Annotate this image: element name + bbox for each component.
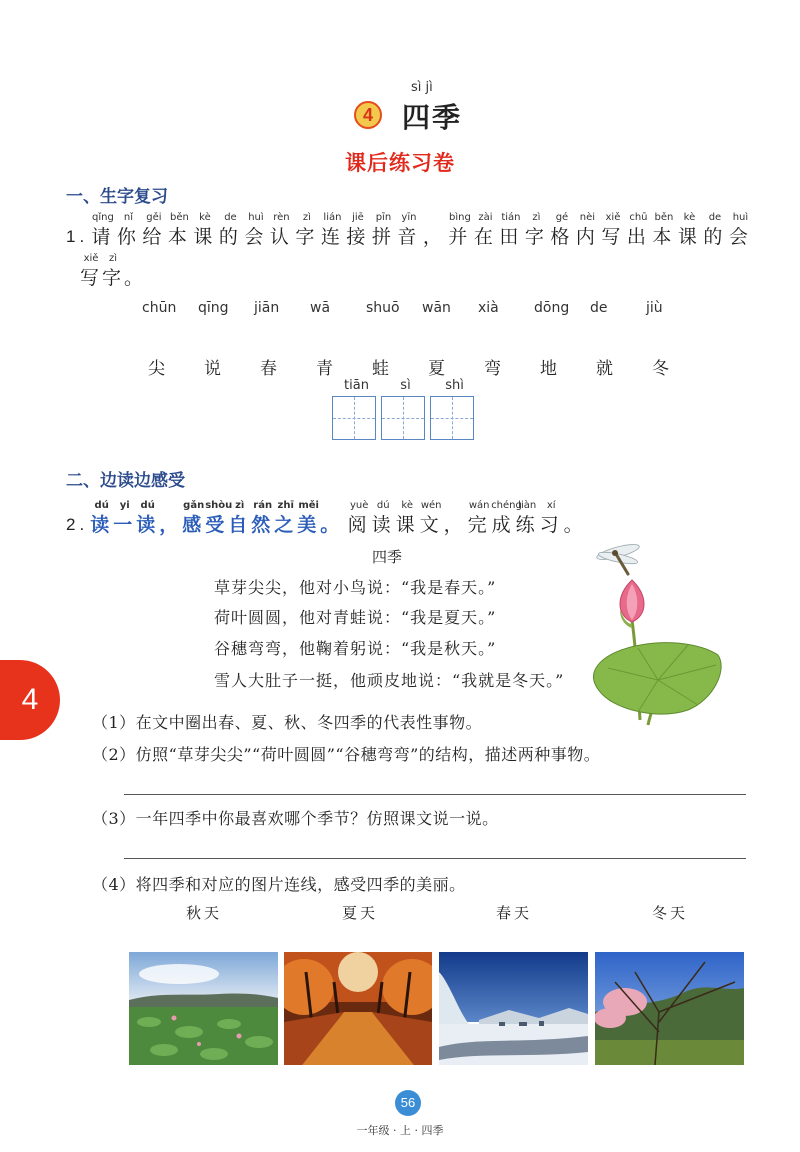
character-options — [142, 354, 702, 379]
season-label-spring: 春天 — [496, 904, 533, 922]
ruby-character — [251, 500, 274, 536]
ruby-character — [419, 500, 443, 536]
ruby-character — [345, 212, 371, 248]
ruby-character — [141, 212, 167, 248]
ruby-character — [600, 212, 626, 248]
pinyin-annotation: jiē — [352, 212, 364, 223]
pinyin-annotation: liàn — [518, 500, 537, 511]
ruby-character — [395, 500, 419, 536]
ruby-character — [443, 500, 467, 536]
ruby-character — [297, 500, 320, 536]
pinyin-annotation: nèi — [579, 212, 596, 223]
character: 接 — [346, 226, 370, 248]
character: 感 — [182, 514, 206, 536]
chapter-side-tab: 4 — [0, 660, 60, 740]
pinyin-annotation: yīn — [401, 212, 417, 223]
writing-grid-row — [332, 378, 479, 440]
pinyin-annotation: pīn — [375, 212, 392, 223]
character: 一 — [113, 514, 137, 536]
ruby-character — [728, 212, 754, 248]
character: 音 — [397, 226, 421, 248]
grid-pinyin: sì — [400, 378, 411, 393]
ruby-character — [396, 212, 422, 248]
season-label-autumn: 秋天 — [186, 904, 223, 922]
ruby-character — [269, 212, 295, 248]
character: 成 — [491, 514, 515, 536]
ruby-character — [473, 212, 499, 248]
ruby-character — [702, 212, 728, 248]
character: 连 — [320, 226, 344, 248]
question-2-instruction-blue — [90, 500, 343, 536]
pinyin-annotation: rán — [253, 500, 273, 511]
pinyin-option[interactable]: chūn — [142, 300, 177, 316]
pinyin-annotation: tián — [501, 212, 521, 223]
ruby-character — [549, 212, 575, 248]
character-option[interactable]: 弯 — [484, 359, 501, 379]
character: 会 — [244, 226, 268, 248]
question-1-line-2 — [80, 253, 146, 289]
character: 写 — [80, 267, 104, 289]
ruby-character — [539, 500, 563, 536]
pinyin-annotation: bìng — [449, 212, 471, 223]
pinyin-annotation: huì — [732, 212, 749, 223]
ruby-character — [243, 212, 269, 248]
character: 本 — [167, 226, 191, 248]
character: ， — [422, 226, 446, 248]
character: 文 — [419, 514, 443, 536]
poem-line: 荷叶圆圆，他对青蛙说：“我是夏天。” — [214, 608, 497, 627]
character: 田 — [499, 226, 523, 248]
ruby-character — [422, 212, 448, 248]
character-option[interactable]: 青 — [316, 359, 333, 379]
question-2 — [66, 500, 587, 536]
lotus-flower-icon — [620, 580, 644, 628]
pinyin-option[interactable]: shuō — [366, 300, 400, 316]
lesson-number-badge: 4 — [354, 101, 382, 129]
pinyin-annotation: kè — [199, 212, 211, 223]
character: 拼 — [371, 226, 395, 248]
pinyin-annotation: yuè — [349, 500, 369, 511]
character: 并 — [448, 226, 472, 248]
character: 完 — [467, 514, 491, 536]
ruby-character — [80, 253, 102, 289]
pinyin-annotation: měi — [298, 500, 319, 511]
pinyin-annotation: dú — [140, 500, 155, 511]
ruby-character — [651, 212, 677, 248]
page-number: 56 — [395, 1090, 421, 1116]
pinyin-annotation: yi — [119, 500, 130, 511]
section-2-heading: 二、边读边感受 — [66, 471, 185, 490]
character: 然 — [251, 514, 275, 536]
character: 课 — [395, 514, 419, 536]
lesson-title: 四季 — [402, 101, 463, 134]
ruby-character — [491, 500, 522, 536]
pinyin-annotation: wén — [420, 500, 442, 511]
character: 。 — [320, 514, 344, 536]
ruby-character — [515, 500, 539, 536]
pinyin-annotation: wán — [468, 500, 490, 511]
character: 美 — [297, 514, 321, 536]
ruby-character — [102, 253, 124, 289]
pinyin-annotation: rèn — [273, 212, 290, 223]
pinyin-annotation: zì — [235, 500, 245, 511]
ruby-character — [113, 500, 136, 536]
character: 之 — [274, 514, 298, 536]
pinyin-annotation: shòu — [205, 500, 233, 511]
pinyin-annotation: xí — [546, 500, 556, 511]
character: 字 — [295, 226, 319, 248]
pinyin-option[interactable]: wān — [422, 300, 451, 316]
ruby-character — [90, 500, 113, 536]
pinyin-annotation — [320, 500, 343, 514]
pinyin-annotation — [422, 212, 448, 226]
character: ， — [443, 514, 467, 536]
ruby-character — [447, 212, 473, 248]
character: 格 — [550, 226, 574, 248]
page-subtitle: 课后练习卷 — [345, 150, 455, 175]
character: 阅 — [347, 514, 371, 536]
ruby-character — [167, 212, 193, 248]
pinyin-option[interactable]: dōng — [534, 300, 570, 316]
pinyin-annotation: chéng — [491, 500, 522, 511]
pinyin-annotation: de — [224, 212, 237, 223]
character-option[interactable]: 春 — [260, 359, 277, 379]
ruby-character — [218, 212, 244, 248]
character: 写 — [601, 226, 625, 248]
ruby-character — [371, 212, 397, 248]
character: 认 — [269, 226, 293, 248]
character-option[interactable]: 就 — [596, 359, 613, 379]
pinyin-annotation: gěi — [146, 212, 162, 223]
character: 的 — [703, 226, 727, 248]
season-label-winter: 冬天 — [652, 904, 689, 922]
pinyin-option[interactable]: jiān — [254, 300, 280, 316]
character: 在 — [473, 226, 497, 248]
pinyin-annotation: běn — [654, 212, 674, 223]
question-1-number: 1. — [66, 227, 89, 246]
writing-grid-item — [332, 378, 381, 440]
character: 字 — [524, 226, 548, 248]
character: 本 — [652, 226, 676, 248]
character: 字 — [102, 267, 126, 289]
pinyin-option[interactable]: xià — [478, 300, 499, 316]
character-option[interactable]: 蛙 — [372, 359, 389, 379]
character: ， — [159, 514, 183, 536]
tian-zi-ge-box[interactable] — [430, 396, 474, 440]
pinyin-annotation: chū — [629, 212, 648, 223]
poem-line: 雪人大肚子一挺，他顽皮地说：“我就是冬天。” — [214, 671, 565, 690]
pinyin-option[interactable]: qīng — [198, 300, 229, 316]
ruby-character — [371, 500, 395, 536]
pinyin-annotation: de — [708, 212, 722, 223]
ruby-character — [274, 500, 297, 536]
pinyin-annotation: xiě — [605, 212, 621, 223]
season-label-summer: 夏天 — [342, 904, 379, 922]
pinyin-annotation: gǎn — [183, 500, 205, 511]
character: 。 — [124, 267, 148, 289]
photo-lotus-pond[interactable] — [129, 952, 278, 1065]
answer-line[interactable] — [124, 858, 746, 859]
character: 的 — [218, 226, 242, 248]
pinyin-annotation: qǐng — [92, 212, 114, 223]
question-2-number: 2. — [66, 515, 89, 534]
photo-autumn-path[interactable] — [284, 952, 432, 1065]
writing-grid-item — [381, 378, 430, 440]
pinyin-annotation: kè — [683, 212, 696, 223]
character: 读 — [136, 514, 160, 536]
character: 给 — [142, 226, 166, 248]
character: 自 — [228, 514, 252, 536]
ruby-character — [677, 212, 703, 248]
ruby-character — [347, 500, 371, 536]
tian-zi-ge-box[interactable] — [381, 396, 425, 440]
character: 请 — [91, 226, 115, 248]
pinyin-options — [142, 300, 702, 316]
question-1-text — [90, 212, 753, 248]
question-1 — [66, 212, 753, 248]
title-pinyin: sì jì — [411, 80, 433, 95]
character-option[interactable]: 尖 — [148, 359, 165, 379]
pinyin-annotation: gé — [555, 212, 569, 223]
sub-question-2: （2）仿照“草芽尖尖”“荷叶圆圆”“谷穗弯弯”的结构，描述两种事物。 — [92, 745, 601, 764]
ruby-character — [124, 253, 146, 289]
question-1-text-line-2 — [80, 253, 146, 289]
ruby-character — [205, 500, 233, 536]
answer-line[interactable] — [124, 794, 746, 795]
ruby-character — [626, 212, 652, 248]
character: 出 — [626, 226, 650, 248]
photo-spring-tree[interactable] — [595, 952, 744, 1065]
pinyin-annotation: zì — [108, 253, 118, 264]
photo-snow-landscape[interactable] — [439, 952, 588, 1065]
character: 读 — [371, 514, 395, 536]
sub-question-1: （1）在文中圈出春、夏、秋、冬四季的代表性事物。 — [92, 713, 483, 732]
dragonfly-icon — [595, 541, 640, 574]
character-option[interactable]: 冬 — [652, 359, 669, 379]
sub-question-3: （3）一年四季中你最喜欢哪个季节？仿照课文说一说。 — [92, 809, 499, 828]
pinyin-option[interactable]: wā — [310, 300, 331, 316]
footer-text: 一年级 · 上 · 四季 — [356, 1124, 444, 1137]
pinyin-option[interactable]: de — [590, 300, 608, 316]
poem-title: 四季 — [372, 548, 403, 566]
pinyin-annotation: zài — [478, 212, 493, 223]
ruby-character — [159, 500, 182, 536]
tian-zi-ge-box[interactable] — [332, 396, 376, 440]
pinyin-annotation: lián — [323, 212, 342, 223]
ruby-character — [90, 212, 116, 248]
pinyin-annotation: huì — [248, 212, 264, 223]
pinyin-annotation — [563, 500, 587, 514]
character-option[interactable]: 地 — [540, 359, 557, 379]
grid-pinyin: shì — [445, 378, 464, 393]
question-2-instruction — [347, 500, 587, 536]
character-option[interactable]: 说 — [204, 359, 221, 379]
ruby-character — [182, 500, 205, 536]
character: 课 — [193, 226, 217, 248]
ruby-character — [192, 212, 218, 248]
poem-line: 谷穗弯弯，他鞠着躬说：“我是秋天。” — [214, 639, 497, 658]
character: 会 — [728, 226, 752, 248]
pinyin-annotation: xiě — [83, 253, 99, 264]
pinyin-annotation: zhī — [277, 500, 294, 511]
sub-question-4: （4）将四季和对应的图片连线，感受四季的美丽。 — [92, 875, 466, 894]
ruby-character — [136, 500, 159, 536]
character: 内 — [575, 226, 599, 248]
grid-pinyin: tiān — [344, 378, 369, 393]
ruby-character — [563, 500, 587, 536]
ruby-character — [294, 212, 320, 248]
character: 读 — [90, 514, 114, 536]
ruby-character — [467, 500, 491, 536]
ruby-character — [116, 212, 142, 248]
pinyin-annotation — [124, 253, 146, 267]
ruby-character — [320, 500, 343, 536]
ruby-character — [320, 212, 346, 248]
ruby-character — [498, 212, 524, 248]
character: 课 — [677, 226, 701, 248]
pinyin-annotation: dú — [94, 500, 109, 511]
character: 习 — [539, 514, 563, 536]
pinyin-annotation: dú — [376, 500, 390, 511]
pinyin-annotation: kè — [401, 500, 413, 511]
pinyin-annotation — [159, 500, 182, 514]
lotus-dragonfly-illustration — [578, 540, 728, 730]
pinyin-annotation: zì — [302, 212, 311, 223]
pinyin-annotation — [443, 500, 467, 514]
pinyin-option[interactable]: jiù — [646, 300, 663, 316]
ruby-character — [575, 212, 601, 248]
character: 。 — [563, 514, 587, 536]
pinyin-annotation: zì — [532, 212, 541, 223]
section-1-heading: 一、生字复习 — [66, 187, 168, 206]
ruby-character — [524, 212, 550, 248]
pinyin-annotation: nǐ — [123, 212, 133, 223]
lotus-leaf-icon — [593, 643, 721, 714]
pinyin-annotation: běn — [170, 212, 189, 223]
ruby-character — [228, 500, 251, 536]
character: 你 — [116, 226, 140, 248]
poem-line: 草芽尖尖，他对小鸟说：“我是春天。” — [214, 578, 497, 597]
character-option[interactable]: 夏 — [428, 359, 445, 379]
writing-grid-item — [430, 378, 479, 440]
character: 练 — [515, 514, 539, 536]
character: 受 — [205, 514, 229, 536]
